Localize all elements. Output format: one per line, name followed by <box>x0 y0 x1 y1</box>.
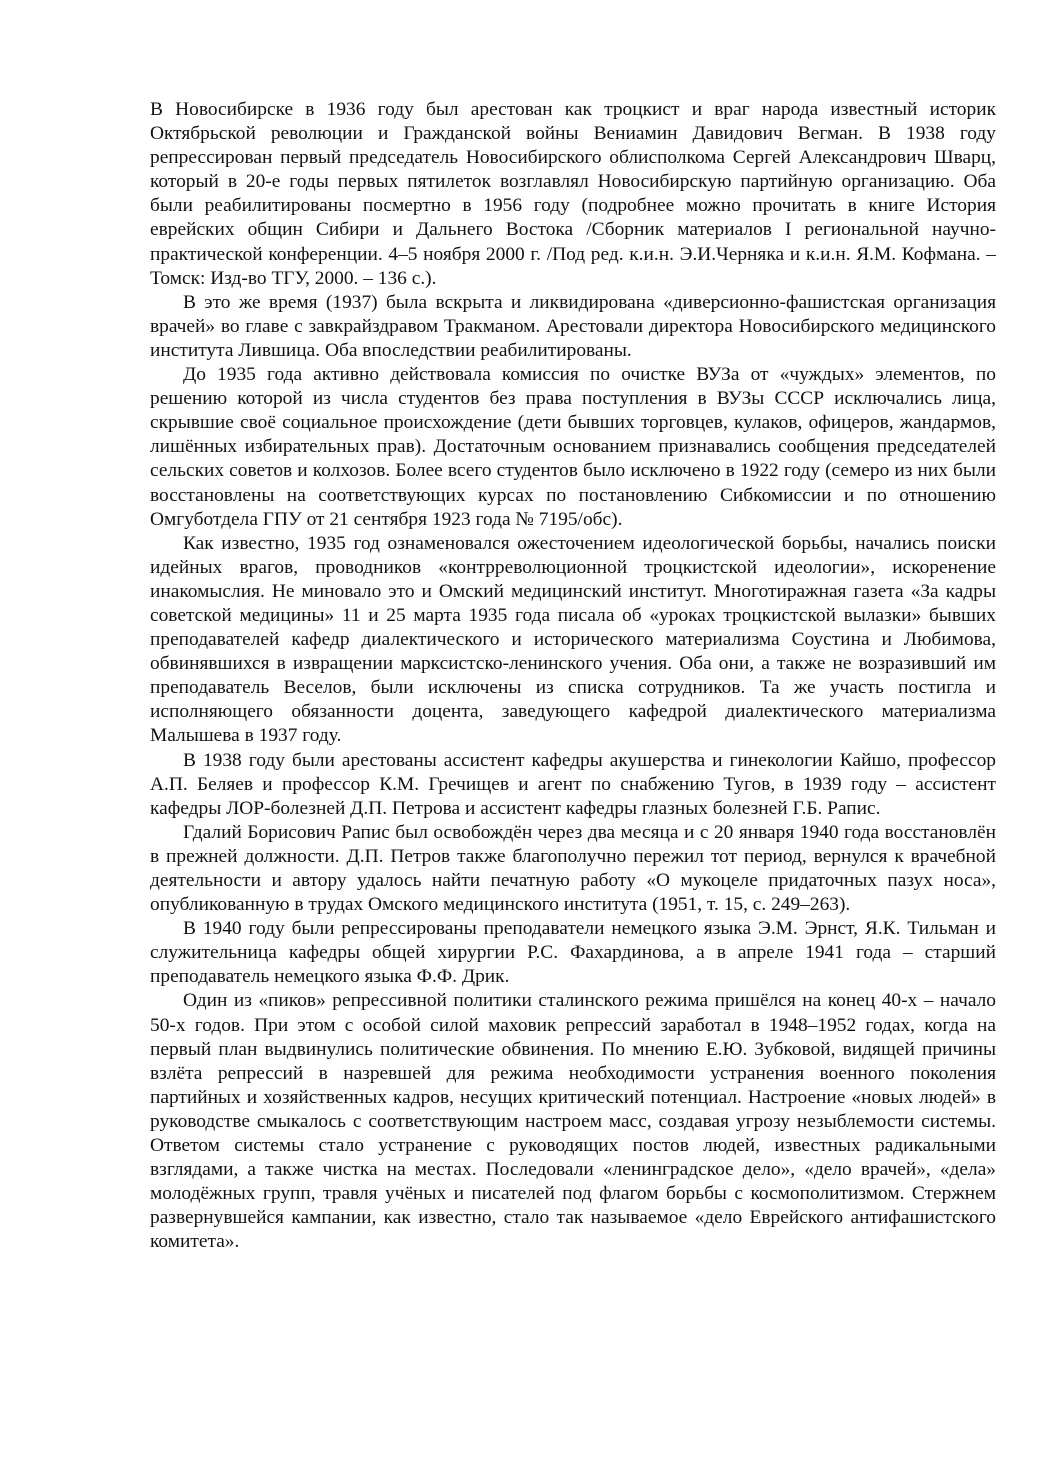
paragraph-7: В 1940 году были репрессированы преподаватели немецкого языка Э.М. Эрнст, Я.К. Тильман и служительница кафедры общей хирургии Р.С. Фахардинова, а в апреле 1941 года – старший преподаватель немецкого языка Ф.Ф. Дрик. <box>150 918 996 988</box>
paragraph-5: В 1938 году были арестованы ассистент кафедры акушерства и гинекологии Кайшо, профессор А.П. Беляев и профессор К.М. Гречищев и агент по снабжению Тугов, в 1939 году – ассистент кафедры ЛОР-болезней Д.П. Петрова и ассистент кафедры глазных болезней Г.Б. Рапис. <box>150 749 996 819</box>
paragraph-6: Гдалий Борисович Рапис был освобождён через два месяца и с 20 января 1940 года восстановлён в прежней должности. Д.П. Петров также благополучно пережил тот период, вернулся к врачебной деятельности и автору удалось найти печатную работу «О мукоцеле придаточных пазух носа», опубликованную в трудах Омского медицинского института (1951, т. 15, с. 249–263). <box>150 821 996 916</box>
paragraph-2: В это же время (1937) была вскрыта и ликвидирована «диверсионно-фашистская организация врачей» во главе с завкрайздравом Тракманом. Арестовали директора Новосибирского медицинского института Лившица. Оба впоследствии реабилитированы. <box>150 291 996 361</box>
paragraph-4: Как известно, 1935 год ознаменовался ожесточением идеологической борьбы, начались поиски идейных врагов, проводников «контрреволюционной троцкистской идеологии», искоренение инакомыслия. Не миновало это и Омский медицинский институт. Многотиражная газета «За кадры советской медицины» 11 и 25 марта 1935 года писала об «уроках троцкистской вылазки» бывших преподавателей кафедр диалектического и исторического материализма Соустина и Любимова, обвинявшихся в извращении марксистско-ленинского учения. Оба они, а также не возразивший им преподаватель Веселов, были исключены из списка сотрудников. Та же участь постигла и исполняющего обязанности доцента, заведующего кафедрой диалектического материализма Малышева в 1937 году. <box>150 532 996 747</box>
paragraph-1: В Новосибирске в 1936 году был арестован как троцкист и враг народа известный историк Октябрьской революции и Гражданской войны Вениамин Давидович Вегман. В 1938 году репрессирован первый председатель Новосибирского облисполкома Сергей Александрович Шварц, который в 20-е годы первых пятилеток возглавлял Новосибирскую партийную организацию. Оба были реабилитированы посмертно в 1956 году (подробнее можно прочитать в книге История еврейских общин Сибири и Дальнего Востока /Сборник материалов I региональной научно-практической конференции. 4–5 ноября 2000 г. /Под ред. к.и.н. Э.И.Черняка и к.и.н. Я.М. Кофмана. – Томск: Изд-во ТГУ, 2000. – 136 с.). <box>150 99 996 289</box>
paragraph-3: До 1935 года активно действовала комиссия по очистке ВУЗа от «чуждых» элементов, по решению которой из числа студентов без права поступления в ВУЗы СССР исключались лица, скрывшие своё социальное происхождение (дети бывших торговцев, кулаков, офицеров, жандармов, лишённых избирательных прав). Достаточным основанием признавались сообщения председателей сельских советов и колхозов. Более всего студентов было исключено в 1922 году (семеро из них были восстановлены на соответствующих курсах по постановлению Сибкомиссии и по отношению Омгуботдела ГПУ от 21 сентября 1923 года № 7195/обс). <box>150 364 996 530</box>
paragraph-8: Один из «пиков» репрессивной политики сталинского режима пришёлся на конец 40-х – начало 50-х годов. При этом с особой силой маховик репрессий заработал в 1948–1952 годах, когда на первый план выдвинулись политические обвинения. По мнению Е.Ю. Зубковой, видящей причины взлёта репрессий в назревшей для режима необходимости устранения военного поколения партийных и хозяйственных кадров, несущих критический потенциал. Настроение «новых людей» в руководстве смыкалось с соответствующим настроем масс, создавая угрозу незыблемости системы. Ответом системы стало устранение с руководящих постов людей, известных радикальными взглядами, а также чистка на местах. Последовали «ленинградское дело», «дело врачей», «дела» молодёжных групп, травля учёных и писателей под флагом борьбы с космополитизмом. Стержнем развернувшейся кампании, как известно, стало так называемое «дело Еврейского антифашистского комитета». <box>150 990 996 1253</box>
document-page <box>150 98 996 1255</box>
